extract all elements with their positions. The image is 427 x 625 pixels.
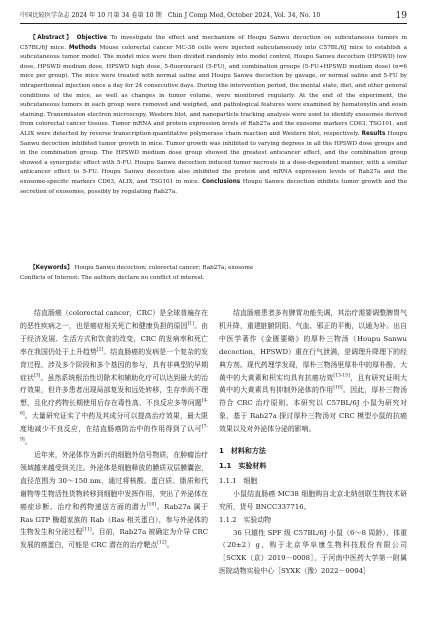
text-run: 。 (24, 438, 32, 447)
subsubsection-heading: 1.1.2 实验动物 (219, 515, 271, 524)
conclusions-text: Houpu Sanwu decoction inhibits tumor growth and the secretion of exosomes, possibly by regulating Rab27a. (20, 178, 408, 195)
intro-paragraph-2 (20, 449, 208, 552)
conclusions-label: Conclusions (201, 178, 241, 185)
citation: [16] (333, 386, 343, 392)
citation: [2] (96, 347, 104, 353)
section-heading: 1 材料和方法 (219, 447, 266, 456)
objective-text: To investigate the effect and mechanism of Houpu Sanwu decoction on subcutaneous tumors in C57BL/6J mice. (20, 35, 408, 51)
text-run: 。结直肠癌的发病是一个复杂的发育过程，涉及多个阶段和多个基因的参与，具有非典型的早期症状 (20, 347, 209, 382)
citation: [4-6] (20, 399, 208, 417)
objective-label: Objective (76, 35, 108, 41)
results-text: Houpu Sanwu decoction inhibited tumor growth in mice. Tumor growth was inhibited to varying degrees in all the HPSWD dose groups and in the combination group. The HPSWD medium dose group showed the greatest anticancer effect, and the combination group showed a synergistic effect with 5-FU. Houpu Sanwu decoction induced tumor necrosis in a dose-dependent manner, with a similar anticancer effect to 5-FU. Houpu Sanwu decoction also inhibited the protein and mRNA expression levels of Rab27a and the exosome-specific markers CD63, ALIX, and TSG101 in mice. (20, 130, 408, 185)
subsubsection-heading: 1.1.1 细胞 (219, 476, 258, 485)
citation: [13-15] (333, 373, 350, 379)
keywords-text: Houpu Sanwu decoction; colorectal cancer; Rab27a; exosome (74, 265, 254, 271)
text-run: 结直肠癌患者多有脾胃功能失调，其治疗需要调整脾胃气机升降，重建脏腑阴阳、气血、邪正的平衡，以通为补。出自中医学著作《金匮要略》的厚朴三物汤（Houpu Sanwu decoction，HPSWD）重在行气泄满，是调理升降理下的经典方剂。现代药理学发现，厚朴三物汤里厚朴中的厚朴酚、大黄中的大黄素和枳实均具有抗癌功效 (219, 309, 407, 382)
text-run: 结直肠癌（colorectal cancer，CRC）是全球普遍存在的恶性疾病之一，也是癌症相关死亡和健康负担的原因 (20, 309, 208, 330)
text-run: 。Rab27a 属于 Ras GTP 酶超家族的 Rab（Ras 相关蛋白），参与外泌体的生物发生和分泌过程 (20, 502, 208, 537)
journal-citation: 中国比较医学杂志 2024 年 10 月第 34 卷第 10 期 Chin J Comp Med, October 2024, Vol. 34, No. 10 (20, 12, 321, 19)
citation: [12] (157, 541, 167, 547)
cells-paragraph: 小鼠结直肠癌 MC38 细胞购自北京北纳创联生物技术研究所，货号 BNCC337716。 (219, 489, 407, 511)
left-column (20, 307, 208, 552)
english-abstract (20, 34, 407, 197)
keywords-label: 【Keywords】 (30, 265, 73, 271)
right-column (219, 307, 407, 578)
citation: [7-9] (20, 424, 208, 443)
text-run: 。由于经济发展、生活方式和饮食的改变，CRC 的发病率和死亡率在我国仍处于上升趋势 (20, 321, 209, 356)
citation: [1] (187, 321, 195, 327)
abstract-label: 【Abstract】 (30, 35, 74, 41)
subsection-heading: 1.1 实验材料 (219, 461, 267, 470)
text-run: ，且有研究证明大黄中的大黄素具有抑制外泌体的作用 (219, 373, 407, 395)
intro-paragraph-1 (20, 307, 208, 449)
methods-text: Mouse colorectal cancer MC-38 cells were injected subcutaneously into C57BL/6J mice to establish a subcutaneous tumor model. The model mice were then divided randomly into model control, Houpu Sanwu decoction (HPSWD) low dose, HPSWD medium dose, HPSWD high dose, 5-fluorouracil (5-FU), and combination groups (5-FU+HPSWD medium dose) (n=6 mice per group). The mice were treated with normal saline and Houpu Sanwu decoction by gavage, or normal saline and 5-FU by intraperitoneal injection once a day for 24 consecutive days. During the intervention period, the mental state, diet, and other general conditions of the mice, as well as changes in tumor volume, were monitored regularly. At the end of the experiment, the subcutaneous tumors in each group were removed and weighed, and pathological features were examined by hematoxylin and eosin staining. Transmission electron microscopy, Western blot, and nanoparticle tracking analysis were used to identify exosomes derived from colorectal cancer tissues. Tumor mRNA and protein expression levels of Rab27a and the exosome markers CD63, TSG101, and ALIX were detected by reverse transcription-quantitative polymerase chain reaction and Western blot, respectively. (20, 44, 407, 137)
citation: [11] (82, 528, 92, 534)
text-run: 。大量研究证实了中药及其成分可以提高治疗效果，最大限度地减少不良反应，在结直肠癌防治中的作用得到了认可 (20, 412, 208, 434)
animals-paragraph: 36 只雄性 SPF 级 C57BL/6J 小鼠（6～8 周龄），体重（20±2）g，购于北京华阜康生物科技股份有限公司［SCXK（京）2019－0008］，于河南中医药大学第一附属医院动物实验中心［SYXK（豫）2022－0004］ (219, 528, 407, 576)
text-run: 。虽然系统根治性切除术和辅助化疗可以达到最大的治疗效果，但许多患者出现局部复发和远处转移，生存率尚不理想，且化疗药物长期使用后存在毒性高、不良反应多等问题 (20, 373, 209, 408)
text-run: 近年来，外泌体作为新兴的细胞外信号物质，在肿瘤治疗领域越来越受到关注。外泌体是细胞释放的膜质双层膜囊泡，直径范围为 30～150 nm，通过将核酸、蛋白质、脂质和代谢物等生物活性货物转移到细胞中发挥作用，突出了外泌体在癌症诊断、治疗和药物递送方面的潜力 (20, 450, 208, 511)
conflicts-statement: Conflicts of Interest: The authors declare no conflict of interest. (20, 274, 205, 281)
running-head (20, 9, 407, 24)
citation: [3] (33, 373, 41, 379)
text-run: 。因此，厚朴三物汤符合 CRC 治疗原则。本研究以 C57BL/6J 小鼠为研究对象，基于 Rab27a 探讨厚朴三物汤对 CRC 模型小鼠的抗癌效果以及对外泌体分泌的影响。 (219, 386, 408, 434)
keywords-block (20, 264, 407, 283)
page-number: 19 (395, 11, 407, 21)
intro-paragraph-3 (219, 307, 407, 436)
results-label: Results (361, 130, 386, 137)
methods-label: Methods (68, 44, 97, 51)
text-run: 。 (166, 541, 174, 550)
citation: [10] (146, 502, 157, 508)
text-run: 。目前，Rab27a 被确定为介导 CRC 发展的癌蛋白，可能是 CRC 潜在的治疗靶点 (20, 528, 209, 550)
